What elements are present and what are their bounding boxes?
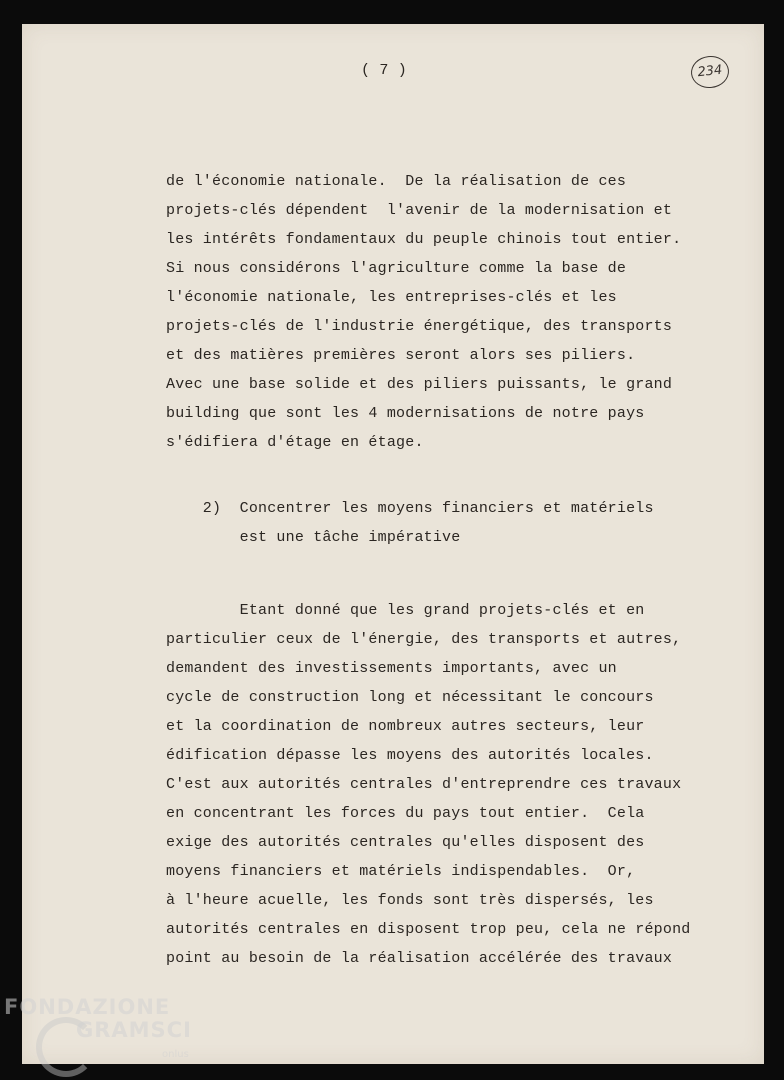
- fondazione-gramsci-watermark: [4, 995, 194, 1075]
- text-line: Si nous considérons l'agriculture comme la base de: [166, 260, 627, 277]
- text-line: en concentrant les forces du pays tout entier. Cela: [166, 805, 645, 822]
- archive-number-stamp: 234: [689, 54, 730, 90]
- text-line: l'économie nationale, les entreprises-clés et les: [166, 289, 617, 306]
- text-line: moyens financiers et matériels indispendables. Or,: [166, 863, 636, 880]
- text-line: édification dépasse les moyens des autorités locales.: [166, 747, 654, 764]
- text-line: s'édifiera d'étage en étage.: [166, 434, 424, 451]
- text-line: Etant donné que les grand projets-clés et en: [166, 602, 645, 619]
- text-line: particulier ceux de l'énergie, des transports et autres,: [166, 631, 682, 648]
- text-line: et des matières premières seront alors ses piliers.: [166, 347, 636, 364]
- watermark-line1: FONDAZIONE: [4, 995, 171, 1019]
- text-line: cycle de construction long et nécessitant le concours: [166, 689, 654, 706]
- text-line: point au besoin de la réalisation accélérée des travaux: [166, 950, 673, 967]
- watermark-line3: onlus: [162, 1049, 189, 1060]
- text-line: à l'heure acuelle, les fonds sont très dispersés, les: [166, 892, 654, 909]
- text-line: projets-clés dépendent l'avenir de la modernisation et: [166, 202, 673, 219]
- section-heading-line: est une tâche impérative: [166, 529, 461, 546]
- document-page: [22, 24, 764, 1064]
- text-line: Avec une base solide et des piliers puissants, le grand: [166, 376, 673, 393]
- section-heading-line: 2) Concentrer les moyens financiers et matériels: [166, 500, 654, 517]
- text-line: C'est aux autorités centrales d'entreprendre ces travaux: [166, 776, 682, 793]
- page-number: ( 7 ): [361, 62, 408, 79]
- text-line: projets-clés de l'industrie énergétique, des transports: [166, 318, 673, 335]
- text-line: autorités centrales en disposent trop peu, cela ne répond: [166, 921, 691, 938]
- text-line: building que sont les 4 modernisations de notre pays: [166, 405, 645, 422]
- text-line: et la coordination de nombreux autres secteurs, leur: [166, 718, 645, 735]
- text-line: exige des autorités centrales qu'elles disposent des: [166, 834, 645, 851]
- text-line: les intérêts fondamentaux du peuple chinois tout entier.: [166, 231, 682, 248]
- watermark-line2: GRAMSCI: [76, 1018, 192, 1042]
- text-line: demandent des investissements importants, avec un: [166, 660, 617, 677]
- text-line: de l'économie nationale. De la réalisation de ces: [166, 173, 627, 190]
